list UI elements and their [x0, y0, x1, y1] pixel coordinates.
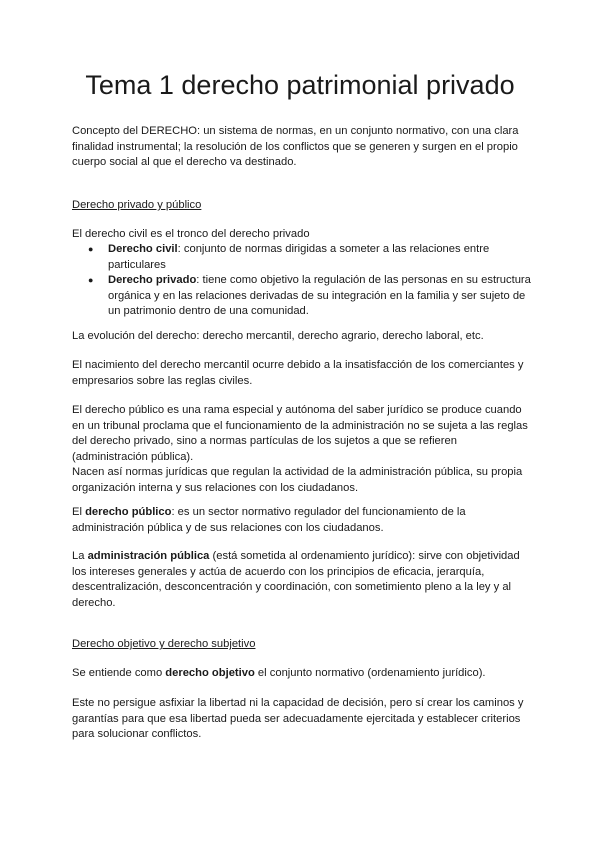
nacimiento-paragraph: El nacimiento del derecho mercantil ocurre debido a la insatisfacción de los comerciantes y empresarios sobre las reglas civiles.: [72, 359, 524, 387]
intro-paragraph: El derecho civil es el tronco del derecho privado: [72, 228, 310, 240]
term-derecho-privado: Derecho privado: [108, 274, 197, 287]
definition-derecho-civil: : conjunto de normas dirigidas a someter a las relaciones entre particulares: [108, 243, 490, 271]
dp-prefix: El: [72, 506, 86, 518]
list-item: [72, 242, 532, 273]
concepto-paragraph: Concepto del DERECHO: un sistema de normas, en un conjunto normativo, con una clara finalidad instrumental; la resolución de los conflictos que se generen y surgen en el propio cuerpo social al que el derecho va destinado.: [72, 125, 519, 169]
page-title: Tema 1 derecho patrimonial privado: [85, 70, 515, 100]
bullet-icon: ●: [88, 244, 94, 254]
term-derecho-objetivo: derecho objetivo: [165, 667, 255, 679]
definitions-list: [72, 242, 532, 320]
section-heading-objetivo-subjetivo: Derecho objetivo y derecho subjetivo: [72, 638, 256, 650]
bullet-icon: ●: [88, 275, 94, 286]
do-prefix: Se entiende como: [72, 667, 166, 679]
publico-paragraph-2: Nacen así normas jurídicas que regulan la actividad de la administración pública, su propia organización interna y sus relaciones con los ciudadanos.: [72, 466, 523, 494]
term-derecho-publico: derecho público: [85, 506, 172, 518]
do-text: el conjunto normativo (ordenamiento jurídico).: [254, 667, 486, 679]
ap-prefix: La: [72, 550, 88, 562]
derecho-objetivo-paragraph: [72, 666, 532, 682]
libertad-paragraph: Este no persigue asfixiar la libertad ni la capacidad de decisión, pero sí crear los caminos y garantías para que esa libertad pueda ser adecuadamente ejercitada y establecer criterios para solucionar conflictos.: [72, 697, 524, 741]
administracion-publica-paragraph: [72, 549, 532, 611]
evolucion-paragraph: La evolución del derecho: derecho mercantil, derecho agrario, derecho laboral, etc.: [72, 330, 484, 342]
publico-paragraph-1: El derecho público es una rama especial y autónoma del saber jurídico se produce cuando en un tribunal proclama que el funcionamiento de la administración no se sujeta a las reglas del derecho privado, sino a normas partículas de los sujetos a que se refieren (administración pública).: [72, 404, 528, 463]
section-heading-privado-publico: Derecho privado y público: [72, 199, 202, 211]
derecho-publico-definition: [72, 505, 532, 536]
definition-derecho-privado: : tiene como objetivo la regulación de las personas en su estructura orgánica y en las relaciones derivadas de su integración en la familia y ser sujeto de un patrimonio dentro de una comunidad.: [108, 274, 531, 318]
term-administracion-publica: administración pública: [87, 550, 210, 562]
derecho-publico-block: [72, 403, 532, 497]
term-derecho-civil: Derecho civil: [108, 243, 178, 255]
dp-text: : es un sector normativo regulador del funcionamiento de la administración pública y de sus relaciones con los ciudadanos.: [72, 506, 466, 534]
ap-text: (está sometida al ordenamiento jurídico): sirve con objetividad los intereses generales y actúa de acuerdo con los principios de eficacia, jerarquía, descentralización, desconcentración y coordinación, con sometimiento pleno a la ley y al derecho.: [72, 550, 520, 609]
list-item: [72, 273, 532, 320]
